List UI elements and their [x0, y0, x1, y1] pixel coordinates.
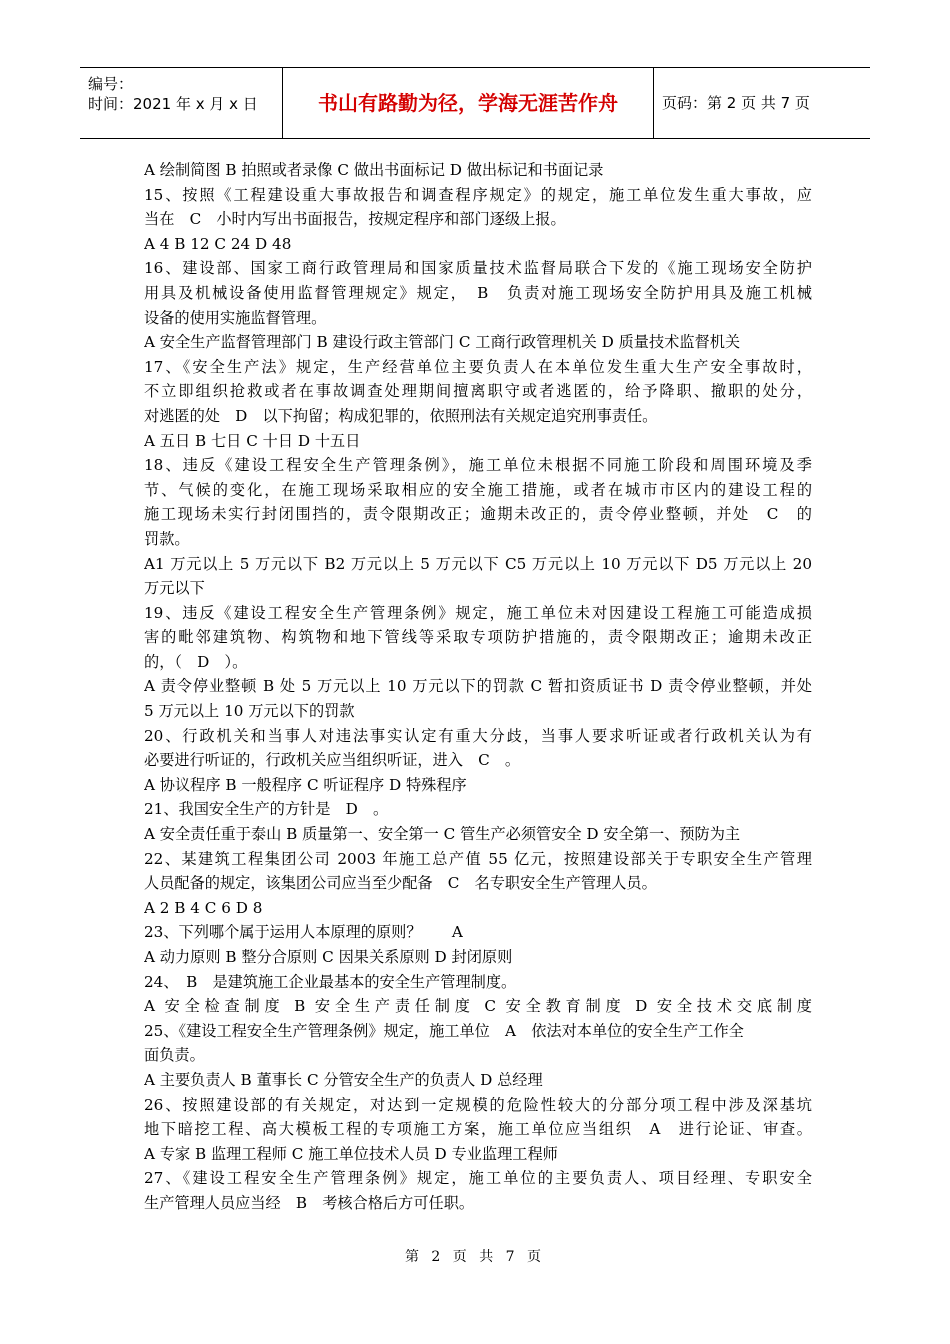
page-footer: 第 2 页 共 7 页 [404, 1249, 546, 1265]
text-line: 当在 C 小时内写出书面报告，按规定程序和部门逐级上报。 [144, 210, 566, 229]
text-line: 16、建设部、国家工商行政管理局和国家质量技术监督局联合下发的《施工现场安全防护 [144, 259, 812, 278]
header-page-number: 页码：第 2 页 共 7 页 [662, 94, 810, 112]
text-line: 用具及机械设备使用监督管理规定》规定， B 负责对施工现场安全防护用具及施工机械 [144, 283, 812, 302]
text-line: 27、《建设工程安全生产管理条例》规定，施工单位的主要负责人、项目经理、专职安全 [144, 1169, 812, 1188]
text-line: A 主要负责人 B 董事长 C 分管安全生产的负责人 D 总经理 [144, 1070, 543, 1089]
text-line: 21、我国安全生产的方针是 D 。 [144, 800, 389, 819]
text-line: 5 万元以上 10 万元以下的罚款 [144, 702, 355, 721]
text-line: A 绘制简图 B 拍照或者录像 C 做出书面标记 D 做出标记和书面记录 [144, 161, 604, 179]
text-line: 面负责。 [144, 1046, 205, 1065]
text-line: 生产管理人员应当经 B 考核合格后方可任职。 [144, 1193, 475, 1212]
text-line: 罚款。 [144, 529, 190, 548]
text-line: 26、按照建设部的有关规定，对达到一定规模的危险性较大的分部分项工程中涉及深基坑 [144, 1095, 812, 1114]
page-header [80, 67, 870, 139]
text-line: A1 万元以上 5 万元以下 B2 万元以上 5 万元以下 C5 万元以上 10 万元以下 D5 万元以上 20 [144, 554, 812, 573]
text-line: 23、下列哪个属于运用人本原理的原则？ A [144, 923, 463, 942]
text-line: 20、行政机关和当事人对违法事实认定有重大分歧，当事人要求听证或者行政机关认为有 [144, 726, 812, 745]
text-line: 25、《建设工程安全生产管理条例》规定，施工单位 A 依法对本单位的安全生产工作全 [144, 1021, 744, 1040]
text-line: A 责令停业整顿 B 处 5 万元以上 10 万元以下的罚款 C 暂扣资质证书 D 责令停业整顿，并处 [144, 677, 812, 696]
text-line: A 安全检查制度 B 安全生产责任制度 C 安全教育制度 D 安全技术交底制度 [144, 997, 812, 1016]
header-motto: 书山有路勤为径，学海无涯苦作舟 [282, 68, 654, 138]
text-line: A 专家 B 监理工程师 C 施工单位技术人员 D 专业监理工程师 [144, 1144, 558, 1163]
number-label: 编号： [88, 75, 134, 93]
date-label: 时间：2021 年 x 月 x 日 [88, 95, 258, 113]
text-line: A 2 B 4 C 6 D 8 [144, 898, 263, 917]
text-line: 人员配备的规定，该集团公司应当至少配备 C 名专职安全生产管理人员。 [144, 874, 657, 893]
text-line: 必要进行听证的，行政机关应当组织听证，进入 C 。 [144, 751, 521, 770]
text-line: 设备的使用实施监督管理。 [144, 308, 327, 327]
text-line: A 五日 B 七日 C 十日 D 十五日 [144, 431, 361, 450]
text-line: 24、 B 是建筑施工企业最基本的安全生产管理制度。 [144, 972, 517, 991]
text-line: A 安全生产监督管理部门 B 建设行政主管部门 C 工商行政管理机关 D 质量技术监督机关 [144, 333, 741, 352]
text-line: 害的毗邻建筑物、构筑物和地下管线等采取专项防护措施的，责令限期改正；逾期未改正 [144, 628, 812, 647]
text-line: 22、某建筑工程集团公司 2003 年施工总产值 55 亿元，按照建设部关于专职安全生产管理 [144, 849, 812, 868]
text-line: 对逃匿的处 D 以下拘留；构成犯罪的，依照刑法有关规定追究刑事责任。 [144, 406, 658, 425]
text-line: 19、违反《建设工程安全生产管理条例》规定，施工单位未对因建设工程施工可能造成损 [144, 603, 812, 622]
text-line: A 协议程序 B 一般程序 C 听证程序 D 特殊程序 [144, 775, 467, 794]
text-line: 节、气候的变化，在施工现场采取相应的安全施工措施，或者在城市市区内的建设工程的 [144, 480, 812, 499]
text-line: 15、按照《工程建设重大事故报告和调查程序规定》的规定，施工单位发生重大事故，应 [144, 185, 812, 204]
text-line: A 4 B 12 C 24 D 48 [144, 234, 292, 253]
text-line: A 安全责任重于泰山 B 质量第一、安全第一 C 管生产必须管安全 D 安全第一、预防为主 [144, 825, 741, 844]
text-line: 不立即组织抢救或者在事故调查处理期间擅离职守或者逃匿的，给予降职、撤职的处分， [144, 382, 812, 401]
text-line: 万元以下 [144, 579, 205, 598]
text-line: 施工现场未实行封闭围挡的，责令限期改正；逾期未改正的，责令停业整顿，并处 C 的 [144, 505, 812, 524]
text-line: 18、违反《建设工程安全生产管理条例》，施工单位未根据不同施工阶段和周围环境及季 [144, 456, 812, 475]
text-line: A 动力原则 B 整分合原则 C 因果关系原则 D 封闭原则 [144, 948, 513, 966]
text-line: 17、《安全生产法》规定，生产经营单位主要负责人在本单位发生重大生产安全事故时， [144, 357, 812, 376]
header-meta [80, 68, 282, 138]
text-line: 的，（ D ）。 [144, 652, 248, 671]
document-body [144, 158, 812, 1216]
text-line: 地下暗挖工程、高大模板工程的专项施工方案，施工单位应当组织 A 进行论证、审查。 [144, 1120, 812, 1139]
